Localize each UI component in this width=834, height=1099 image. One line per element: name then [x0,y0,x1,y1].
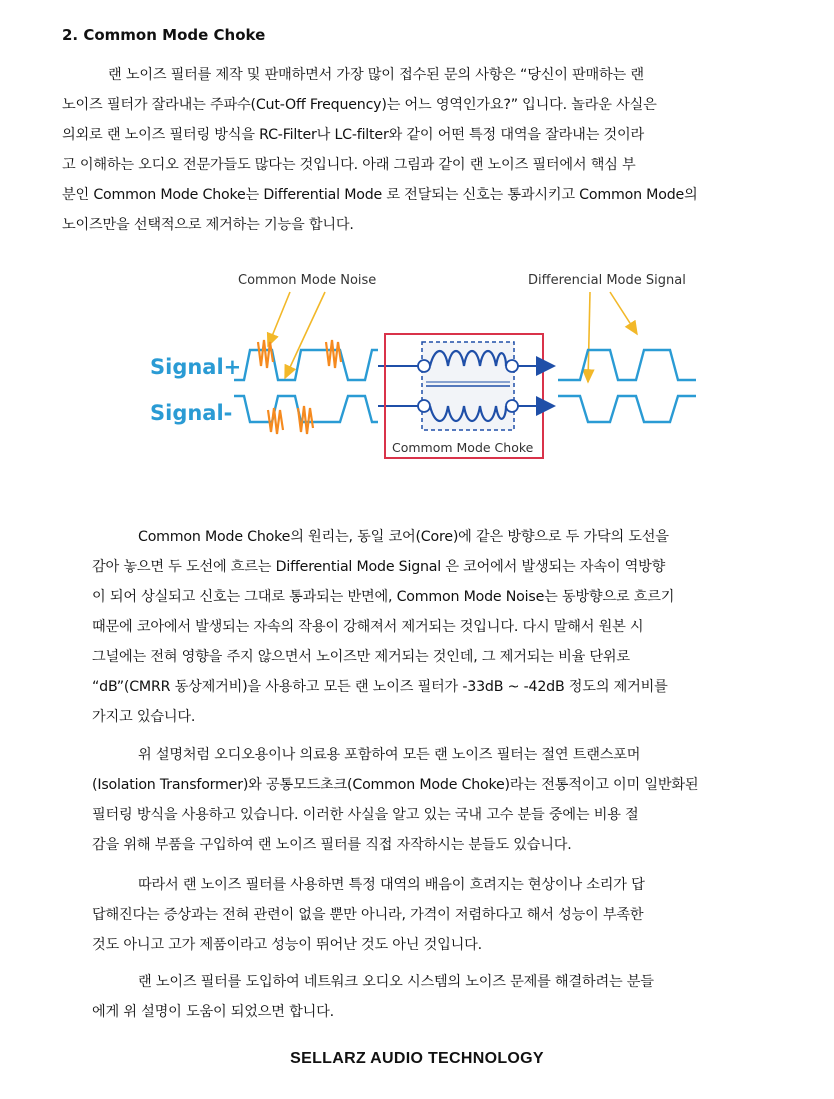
text-line: 필터링 방식을 사용하고 있습니다. 이러한 사실을 알고 있는 국내 고수 분들 중에는 비용 절 [92,807,639,823]
paragraph-principle [92,522,764,732]
text-line: 답해진다는 증상과는 전혀 관련이 없을 뿐만 아니라, 가격이 저렴하다고 해서 성능이 부족한 [92,907,644,923]
text-line: 분인 Common Mode Choke는 Differential Mode 로 전달되는 신호는 통과시키고 Common Mode의 [62,187,698,203]
text-line: 랜 노이즈 필터를 도입하여 네트워크 오디오 시스템의 노이즈 문제를 해결하려는 분들 [138,974,654,990]
text-line: 때문에 코아에서 발생되는 자속의 작용이 강해져서 제거되는 것입니다. 다시 말해서 원본 시 [92,619,644,635]
text-line: 위 설명처럼 오디오용이나 의료용 포함하여 모든 랜 노이즈 필터는 절연 트랜스포머 [138,747,641,763]
label-differential-mode-signal: Differencial Mode Signal [528,273,686,288]
paragraph-isolation [92,740,764,860]
paragraph-conclusion [92,870,764,960]
text-line: 랜 노이즈 필터를 제작 및 판매하면서 가장 많이 접수된 문의 사항은 “당신이 판매하는 랜 [108,67,644,83]
text-line: 감을 위해 부품을 구입하여 랜 노이즈 필터를 직접 자작하시는 분들도 있습니다. [92,837,572,853]
text-line: Common Mode Choke의 원리는, 동일 코어(Core)에 같은 방향으로 두 가닥의 도선을 [138,529,669,545]
text-line: 가지고 있습니다. [92,709,196,725]
label-common-mode-noise: Common Mode Noise [238,273,377,288]
label-choke: Commom Mode Choke [392,440,534,455]
text-line: 노이즈 필터가 잘라내는 주파수(Cut-Off Frequency)는 어느 영역인가요?” 입니다. 놀라운 사실은 [62,97,657,113]
section-heading: 2. Common Mode Choke [62,26,266,44]
paragraph-closing [92,967,764,1027]
text-line: 그널에는 전혀 영향을 주지 않으면서 노이즈만 제거되는 것인데, 그 제거되는 비율 단위로 [92,649,630,665]
text-line: 노이즈만을 선택적으로 제거하는 기능을 합니다. [62,217,354,233]
footer-company: SELLARZ AUDIO TECHNOLOGY [290,1050,544,1067]
input-signal-plus-wave [234,350,378,380]
text-line: (Isolation Transformer)와 공통모드초크(Common Mode Choke)라는 전통적이고 이미 일반화된 [92,777,699,793]
text-line: 감아 놓으면 두 도선에 흐르는 Differential Mode Signal 은 코어에서 발생되는 자속이 역방향 [92,559,666,575]
text-line: 것도 아니고 고가 제품이라고 성능이 뛰어난 것도 아닌 것입니다. [92,937,482,953]
text-line: “dB”(CMRR 동상제거비)을 사용하고 모든 랜 노이즈 필터가 -33dB ~ -42dB 정도의 제거비를 [92,679,668,695]
text-line: 의외로 랜 노이즈 필터링 방식을 RC-Filter나 LC-filter와 같이 어떤 특정 대역을 잘라내는 것이라 [62,127,645,143]
output-signal-plus-wave [558,350,696,380]
output-signal-minus-wave [558,396,696,422]
text-line: 에게 위 설명이 도움이 되었으면 합니다. [92,1004,334,1020]
label-signal-plus: Signal+ [150,355,242,379]
text-line: 따라서 랜 노이즈 필터를 사용하면 특정 대역의 배음이 흐려지는 현상이나 소리가 답 [138,877,645,893]
label-signal-minus: Signal- [150,401,233,425]
paragraph-intro [62,60,766,240]
text-line: 이 되어 상실되고 신호는 그대로 통과되는 반면에, Common Mode Noise는 동방향으로 흐르기 [92,589,675,605]
text-line: 고 이해하는 오디오 전문가들도 많다는 것입니다. 아래 그림과 같이 랜 노이즈 필터에서 핵심 부 [62,157,636,173]
common-mode-choke-diagram [140,262,710,472]
